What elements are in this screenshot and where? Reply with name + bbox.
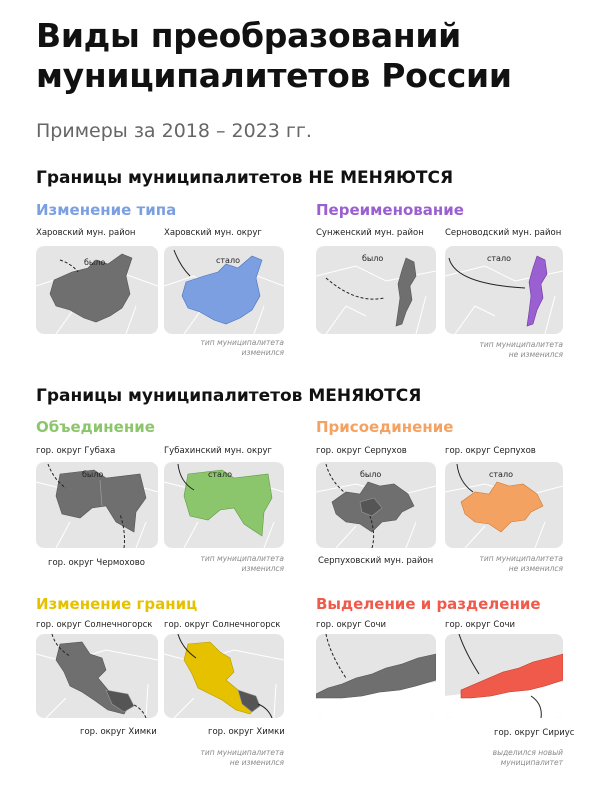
map-before-split: [316, 634, 436, 718]
map-graphic: [36, 634, 158, 718]
note-border-change: тип муниципалитета не изменился: [200, 748, 284, 767]
note-rename: тип муниципалитета не изменился: [479, 340, 563, 359]
label-after: Серноводский мун. район: [445, 228, 562, 238]
category-title-annex: Присоединение: [316, 418, 454, 436]
became-tag: стало: [208, 470, 232, 479]
page-subtitle: Примеры за 2018 – 2023 гг.: [36, 120, 312, 142]
map-before-annex: [316, 462, 436, 548]
map-before-border-change: [36, 634, 158, 718]
map-before-rename: [316, 246, 436, 334]
label-before: гор. округ Губаха: [36, 446, 116, 456]
was-tag: было: [360, 470, 382, 479]
label-after: Харовский мун. округ: [164, 228, 262, 238]
map-after-annex: [445, 462, 563, 548]
label-before-secondary: гор. округ Чермохово: [48, 558, 145, 568]
category-title-border-change: Изменение границ: [36, 595, 198, 613]
page-title: Виды преобразований муниципалитетов России: [36, 16, 512, 95]
label-before: гор. округ Солнечногорск: [36, 620, 153, 630]
map-after-rename: [445, 246, 563, 334]
note-annex: тип муниципалитета не изменился: [479, 554, 563, 573]
category-title-type-change: Изменение типа: [36, 201, 177, 219]
label-after-secondary: гор. округ Сириус: [494, 728, 575, 738]
section-heading-changed: Границы муниципалитетов МЕНЯЮТСЯ: [36, 386, 422, 406]
label-before: гор. округ Серпухов: [316, 446, 407, 456]
label-after: гор. округ Солнечногорск: [164, 620, 281, 630]
category-title-merge: Объединение: [36, 418, 155, 436]
note-type-change: тип муниципалитета изменился: [200, 338, 284, 357]
map-after-merge: [164, 462, 284, 548]
label-before-secondary: Серпуховский мун. район: [318, 556, 434, 566]
note-split: выделился новый муниципалитет: [492, 748, 563, 767]
label-after-secondary: гор. округ Химки: [208, 727, 285, 737]
map-after-split: [445, 634, 563, 718]
map-graphic: [445, 634, 563, 718]
label-after: Губахинский мун. округ: [164, 446, 272, 456]
label-before: Сунженский мун. район: [316, 228, 424, 238]
map-before-merge: [36, 462, 158, 548]
note-merge: тип муниципалитета изменился: [200, 554, 284, 573]
was-tag: было: [82, 470, 104, 479]
category-title-split: Выделение и разделение: [316, 595, 541, 613]
map-graphic: [316, 634, 436, 718]
map-after-type-change: [164, 246, 284, 334]
section-heading-unchanged: Границы муниципалитетов НЕ МЕНЯЮТСЯ: [36, 168, 454, 188]
became-tag: стало: [216, 256, 240, 265]
label-before-secondary: гор. округ Химки: [80, 727, 157, 737]
was-tag: было: [84, 258, 106, 267]
label-before: гор. округ Сочи: [316, 620, 387, 630]
label-before: Харовский мун. район: [36, 228, 136, 238]
became-tag: стало: [487, 254, 511, 263]
label-after: гор. округ Сочи: [445, 620, 516, 630]
was-tag: было: [362, 254, 384, 263]
map-graphic: [164, 634, 284, 718]
map-before-type-change: [36, 246, 158, 334]
label-after: гор. округ Серпухов: [445, 446, 536, 456]
became-tag: стало: [489, 470, 513, 479]
map-after-border-change: [164, 634, 284, 718]
category-title-rename: Переименование: [316, 201, 464, 219]
